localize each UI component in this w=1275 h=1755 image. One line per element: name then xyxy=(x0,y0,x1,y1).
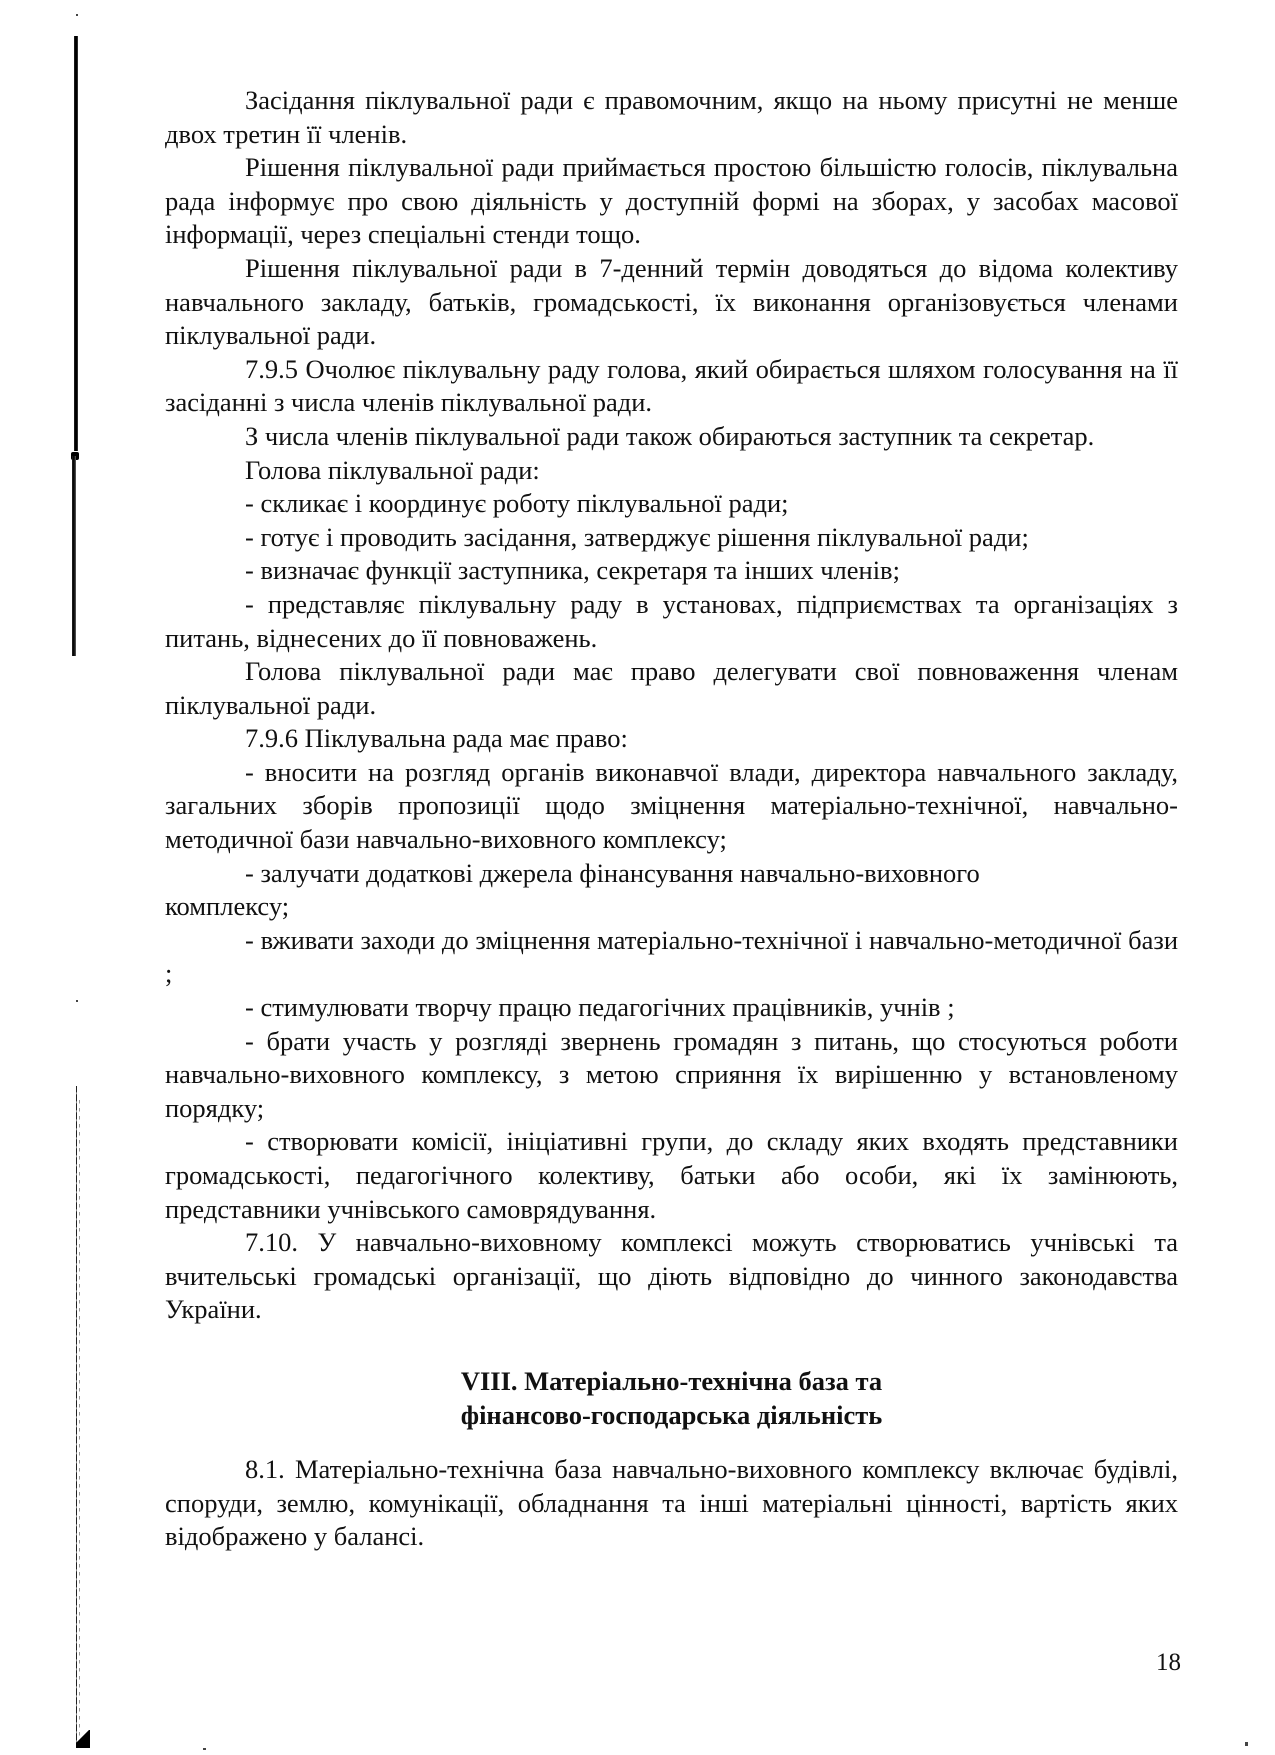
scan-artifact-corner xyxy=(76,1730,90,1748)
scan-artifact-dot xyxy=(76,14,78,16)
paragraph-7-9-5: 7.9.5 Очолює піклувальну раду голова, який обирається шляхом голосування на її засіданні з числа членів піклувальної ради. xyxy=(165,353,1178,418)
paragraph-chair-delegate: Голова піклувальної ради має право делегувати свої повноваження членам піклувальної ради. xyxy=(165,656,1178,720)
scan-artifact-dot xyxy=(76,1000,78,1002)
paragraph-7-9-6: 7.9.6 Піклувальна рада має право: xyxy=(245,723,628,754)
list-item-board-right: - залучати додаткові джерела фінансування навчально-виховного комплексу; xyxy=(165,857,980,922)
list-item-board-right: - брати участь у розгляді звернень громадян з питань, що стосуються роботи навчально-виховного комплексу, з метою сприяння їх вирішенню у встановленому порядку; xyxy=(165,1025,1178,1123)
section-7-body xyxy=(165,84,1178,1327)
paragraph-7-10: 7.10. У навчально-виховному комплексі можуть створюватись учнівські та вчительські громадські організації, що діють відповідно до чинного законодавства України. xyxy=(165,1227,1178,1325)
scan-artifact-line xyxy=(76,1086,77,1746)
list-item-board-right: - стимулювати творчу працю педагогічних працівників, учнів ; xyxy=(245,992,955,1023)
page-number: 18 xyxy=(1156,1649,1181,1676)
paragraph-8-1: 8.1. Матеріально-технічна база навчально-виховного комплексу включає будівлі, споруди, землю, комунікації, обладнання та інші матеріальні цінності, вартість яких відображено у балансі. xyxy=(165,1454,1178,1552)
list-item-chair-duty: - представляє піклувальну раду в установах, підприємствах та організаціях з питань, віднесених до її повноважень. xyxy=(165,588,1178,653)
list-item-board-right: - вживати заходи до зміцнення матеріально-технічної і навчально-методичної бази ; xyxy=(165,924,1178,989)
paragraph-decision-notice: Рішення піклувальної ради в 7-денний термін доводяться до відома колективу навчального закладу, батьків, громадськості, їх виконання організовується членами піклувальної ради. xyxy=(165,252,1178,351)
paragraph-chair-intro: Голова піклувальної ради: xyxy=(245,454,540,485)
list-item-chair-duty: - визначає функції заступника, секретаря та інших членів; xyxy=(245,555,900,586)
scan-artifact-line xyxy=(72,456,76,656)
list-item-chair-duty: - скликає і координує роботу піклувальної ради; xyxy=(245,488,789,519)
list-item-chair-duty: - готує і проводить засідання, затверджує рішення піклувальної ради; xyxy=(245,521,1029,552)
list-item-board-right: - вносити на розгляд органів виконавчої влади, директора навчального закладу, загальних зборів пропозиції щодо зміцнення матеріально-технічної, навчально-методичної бази навчально-виховного комплексу; xyxy=(165,756,1178,855)
scan-artifact-line xyxy=(79,1100,80,1740)
section-8-heading-line2: фінансово-господарська діяльність xyxy=(460,1399,883,1430)
paragraph-quorum: Засідання піклувальної ради є правомочним, якщо на ньому присутні не менше двох третин її членів. xyxy=(165,85,1178,149)
section-8-body xyxy=(165,1453,1178,1554)
section-8-heading xyxy=(165,1365,1178,1432)
scan-artifact-line xyxy=(74,36,78,451)
scan-artifact-dot xyxy=(203,1748,206,1750)
list-item-board-right: - створювати комісії, ініціативні групи, до складу яких входять представники громадськості, педагогічного колективу, батьки або особи, які їх замінюють, представники учнівського самоврядування. xyxy=(165,1126,1178,1224)
paragraph-decision-majority: Рішення піклувальної ради приймається простою більшістю голосів, піклувальна рада інформує про свою діяльність у доступній формі на зборах, у засобах масової інформації, через спеціальні стенди тощо. xyxy=(165,152,1178,250)
section-8-heading-line1: VIII. Матеріально-технічна база та xyxy=(460,1366,883,1396)
paragraph-deputy-secretary: З числа членів піклувальної ради також обираються заступник та секретар. xyxy=(245,420,1095,451)
scan-artifact-dot xyxy=(1245,1742,1248,1746)
